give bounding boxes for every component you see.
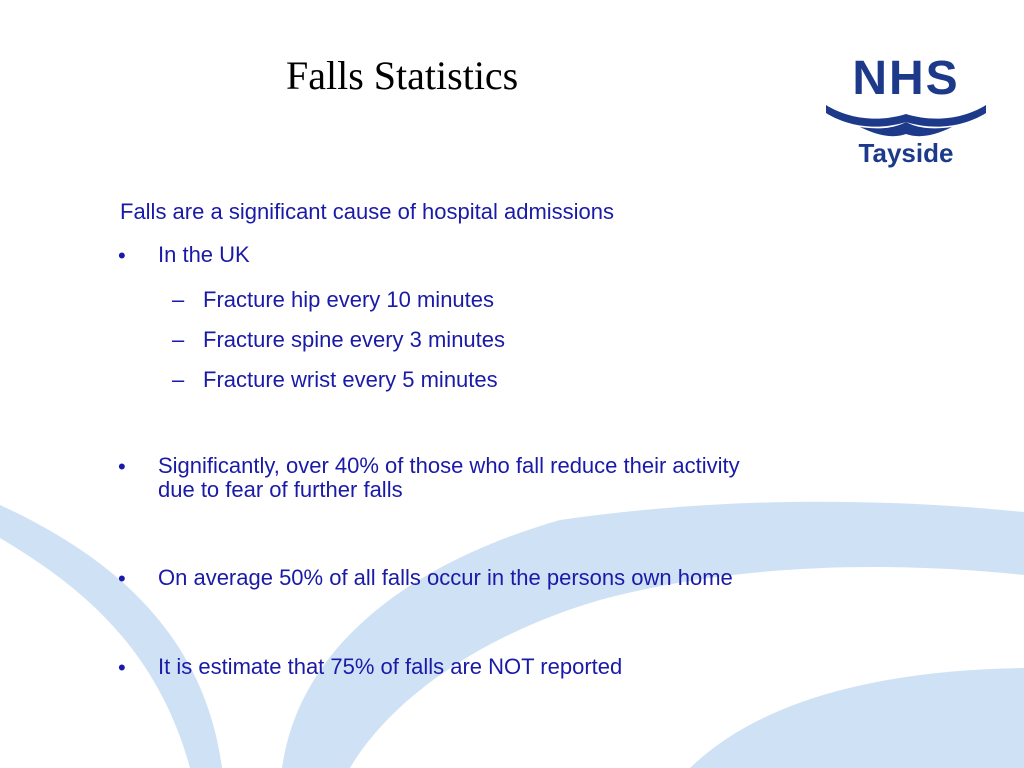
sub-bullet-text: Fracture hip every 10 minutes — [203, 287, 495, 312]
bullet-marker: • — [118, 655, 126, 680]
tayside-wordmark: Tayside — [858, 138, 954, 168]
bullet-text: In the UK — [158, 242, 250, 267]
bullet-marker: • — [118, 243, 126, 268]
bullet-text: On average 50% of all falls occur in the persons own home — [158, 565, 733, 590]
intro-text: Falls are a significant cause of hospital admissions — [120, 199, 615, 224]
bullet-text-line-2: due to fear of further falls — [158, 477, 403, 502]
sub-bullet-text: Fracture spine every 3 minutes — [203, 327, 506, 352]
slide-title: Falls Statistics — [286, 53, 519, 98]
bullet-marker: • — [118, 566, 126, 591]
nhs-wordmark: NHS — [852, 52, 960, 105]
sub-bullet-marker: – — [172, 367, 185, 392]
sub-bullet-marker: – — [172, 287, 185, 312]
bullet-marker: • — [118, 454, 126, 479]
bullet-text: It is estimate that 75% of falls are NOT reported — [158, 654, 623, 679]
sub-bullet-marker: – — [172, 327, 185, 352]
bullet-text-line-1: Significantly, over 40% of those who fall reduce their activity — [158, 453, 740, 478]
sub-bullet-text: Fracture wrist every 5 minutes — [203, 367, 498, 392]
bullet-text — [158, 454, 740, 502]
